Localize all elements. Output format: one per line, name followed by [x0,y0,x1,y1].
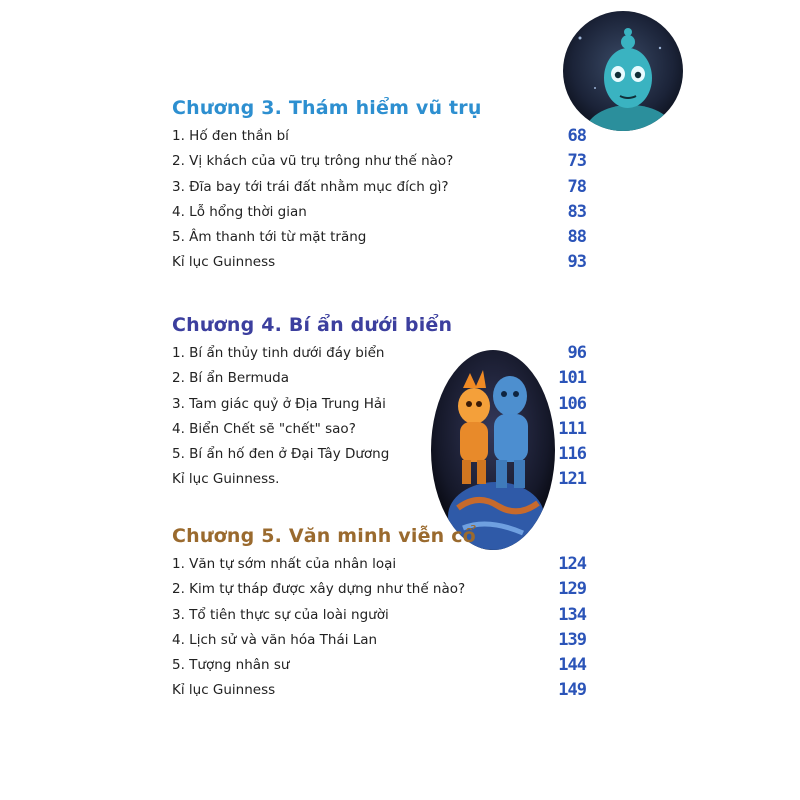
entry-label: 4. Lỗ hổng thời gian [172,203,307,220]
chapter-4-title: Chương 4. Bí ẩn dưới biển [172,314,453,336]
chapter-5-list [172,552,602,704]
entry-page-number: 116 [558,444,586,465]
toc-entry[interactable] [172,467,602,492]
entry-label: 3. Đĩa bay tới trái đất nhằm mục đích gì? [172,178,449,195]
toc-entry[interactable] [172,552,602,577]
entry-label: 1. Hố đen thần bí [172,128,289,144]
toc-entry[interactable] [172,442,602,467]
chapter-3-list [172,124,602,276]
entry-label: 4. Biển Chết sẽ "chết" sao? [172,420,356,437]
entry-page-number: 73 [567,151,586,172]
entry-label: 4. Lịch sử và văn hóa Thái Lan [172,631,378,648]
entry-page-number: 121 [558,469,586,490]
entry-page-number: 139 [558,629,586,650]
entry-label: 5. Âm thanh tới từ mặt trăng [172,229,367,246]
toc-entry[interactable] [172,250,602,275]
entry-label: 1. Bí ẩn thủy tinh dưới đáy biển [172,345,385,361]
toc-entry[interactable] [172,678,602,703]
entry-page-number: 88 [567,227,586,248]
entry-label: 3. Tổ tiên thực sự của loài người [172,606,389,623]
chapter-3-title: Chương 3. Thám hiểm vũ trụ [172,97,482,119]
chapter-3-section [172,96,602,276]
entry-label: 1. Văn tự sớm nhất của nhân loại [172,556,397,572]
entry-label: Kỉ lục Guinness [172,254,276,271]
entry-page-number: 129 [558,579,586,600]
entry-page-number: 134 [558,604,586,625]
entry-label: 3. Tam giác quỷ ở Địa Trung Hải [172,395,386,412]
toc-entry[interactable] [172,417,602,442]
toc-entry[interactable] [172,392,602,417]
entry-page-number: 106 [558,393,586,414]
entry-page-number: 83 [567,201,586,222]
chapter-5-section [172,524,602,704]
entry-page-number: 78 [567,176,586,197]
toc-entry[interactable] [172,366,602,391]
entry-page-number: 124 [558,554,586,574]
toc-entry[interactable] [172,124,602,149]
entry-page-number: 93 [567,252,586,273]
entry-label: 2. Kim tự tháp được xây dựng như thế nào? [172,581,466,598]
toc-entry[interactable] [172,175,602,200]
toc-entry[interactable] [172,149,602,174]
entry-page-number: 96 [567,343,586,363]
toc-entry[interactable] [172,577,602,602]
entry-page-number: 149 [558,680,586,701]
entry-label: Kỉ lục Guinness. [172,471,280,488]
entry-page-number: 101 [558,368,586,389]
chapter-4-section [172,313,602,493]
entry-page-number: 144 [558,655,586,676]
toc-entry[interactable] [172,653,602,678]
chapter-4-list [172,341,602,493]
entry-label: 5. Bí ẩn hố đen ở Đại Tây Dương [172,446,390,463]
entry-label: 2. Bí ẩn Bermuda [172,370,290,387]
toc-entry[interactable] [172,341,602,366]
chapter-5-title: Chương 5. Văn minh viễn cổ [172,525,476,547]
entry-label: 5. Tượng nhân sư [172,657,290,674]
entry-label: Kỉ lục Guinness [172,682,276,699]
toc-entry[interactable] [172,225,602,250]
toc-entry[interactable] [172,603,602,628]
toc-entry[interactable] [172,200,602,225]
entry-page-number: 111 [558,418,586,439]
entry-label: 2. Vị khách của vũ trụ trông như thế nào? [172,153,454,170]
toc-entry[interactable] [172,628,602,653]
entry-page-number: 68 [567,126,586,146]
